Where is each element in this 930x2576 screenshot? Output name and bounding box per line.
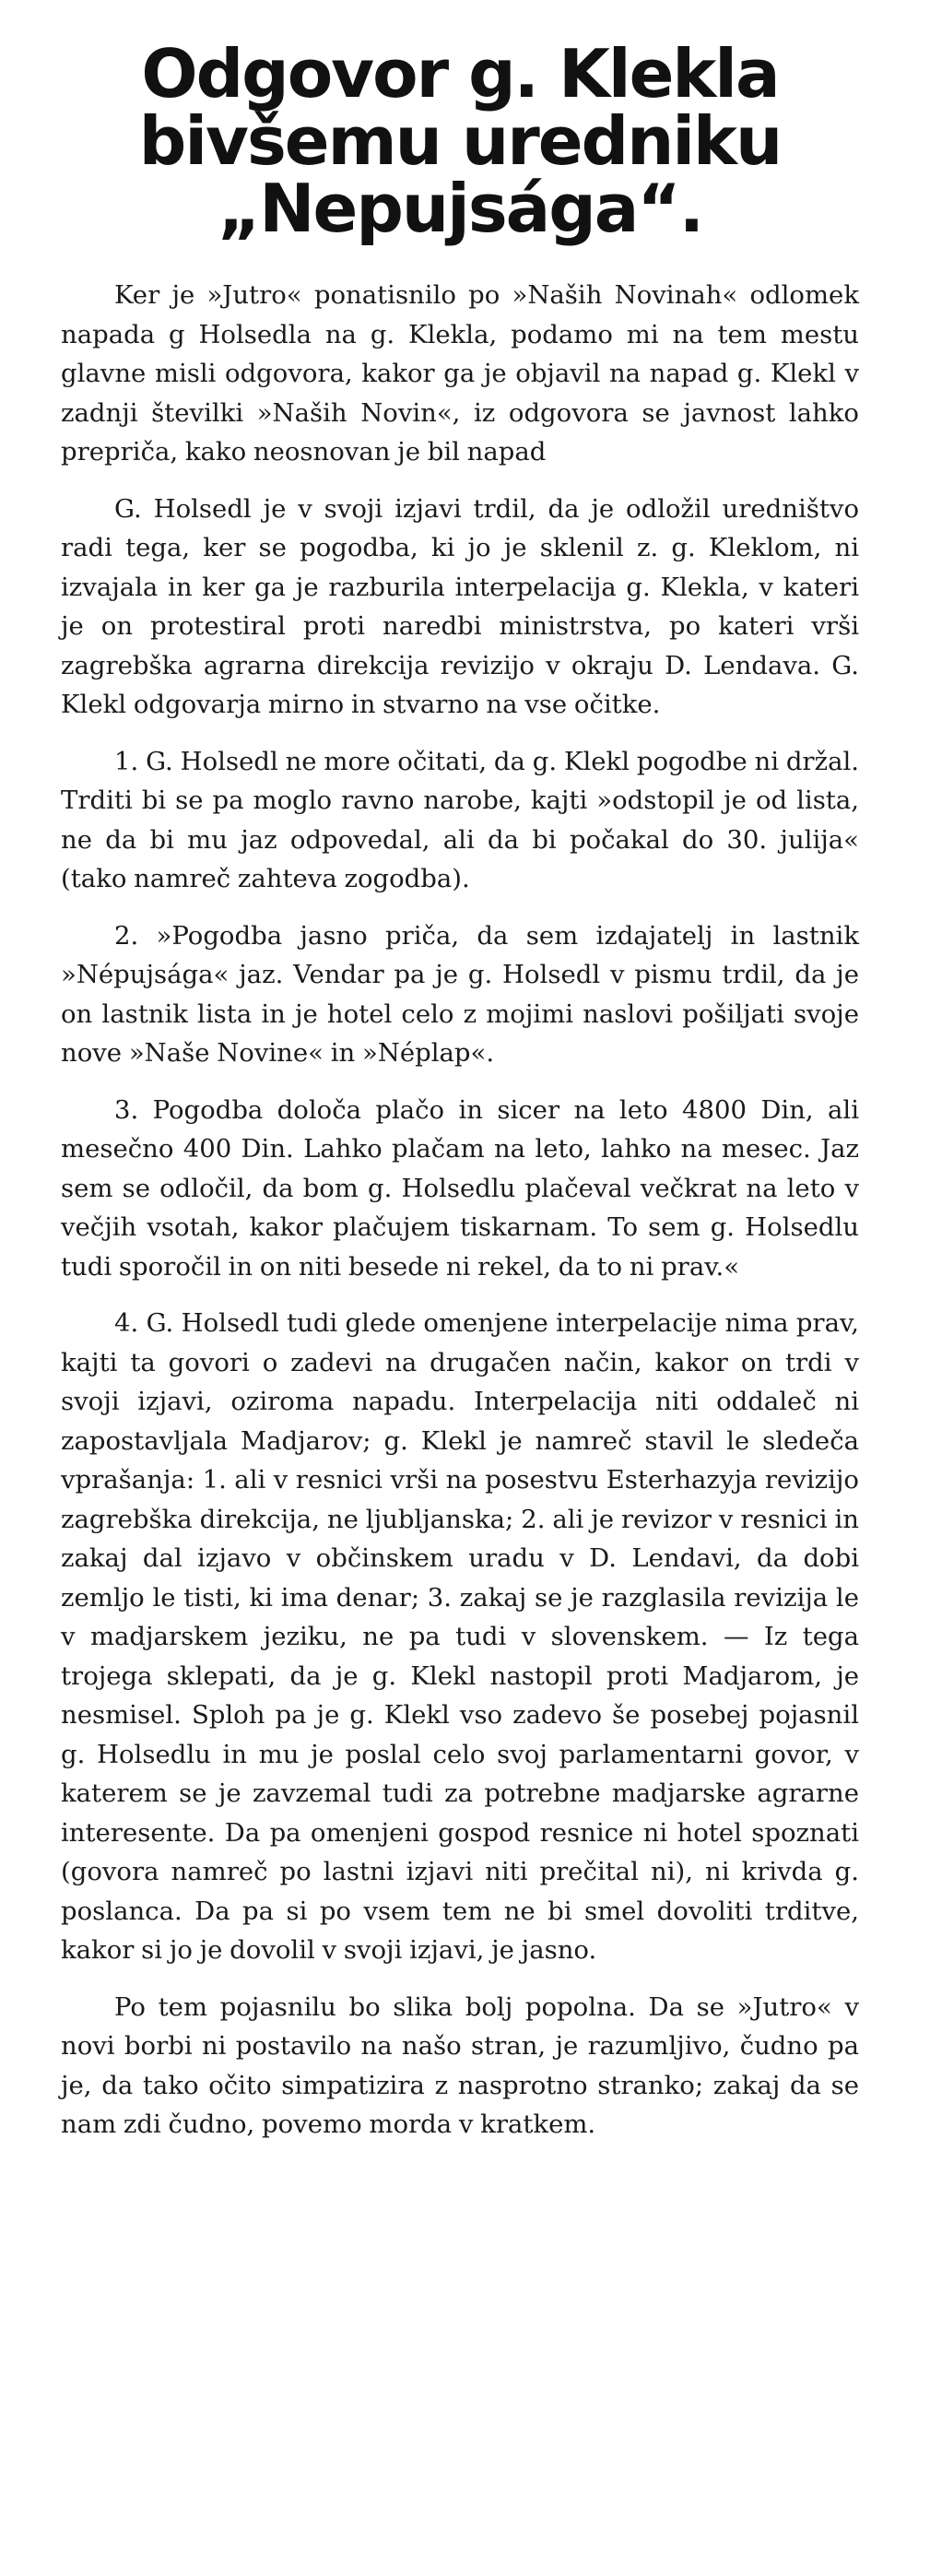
article-paragraph-point-3: 3. Pogodba določa plačo in sicer na leto 4800 Din, ali mesečno 400 Din. Lahko plačam na leto, lahko na mesec. Jaz sem se odločil, da bom g. Holsedlu plačeval večkrat na leto v večjih vsotah, kakor plačujem tiskarnam. To sem g. Holsedlu tudi sporočil in on niti besede ni rekel, da to ni prav.« (61, 1094, 859, 1282)
article-headline (61, 35, 859, 247)
article-paragraph-point-4: 4. G. Holsedl tudi glede omenjene interpelacije nima prav, kajti ta govori o zadevi na drugačen način, kakor on trdi v svoji izjavi, oziroma napadu. Interpelacija niti oddaleč ni zapostavljala Madjarov; g. Klekl je namreč stavil le sledeča vprašanja: 1. ali v resnici vrši na posestvu Esterhazyja revizijo zagrebška direkcija, ne ljubljanska; 2. ali je revizor v resnici in zakaj dal izjavo v občinskem uradu v D. Lendavi, da dobi zemljo le tisti, ki ima denar; 3. zakaj se je razglasila revizija le v madjarskem jeziku, ne pa tudi v slovenskem. — Iz tega trojega sklepati, da je g. Klekl nastopil proti Madjarom, je nesmisel. Sploh pa je g. Klekl vso zadevo še posebej pojasnil g. Holsedlu in mu je poslal celo svoj parlamentarni govor, v katerem se je zavzemal tudi za potrebne madjarske agrarne interesente. Da pa omenjeni gospod resnice ni hotel spoznati (govora namreč po lastni izjavi niti prečital ni), ni krivda g. poslanca. Da pa si po vsem tem ne bi smel dovoliti trditve, kakor si jo je dovolil v svoji izjavi, je jasno. (61, 1308, 859, 1965)
headline-line-2: bivšemu uredniku (138, 102, 782, 180)
headline-line-1: Odgovor g. Klekla (141, 35, 779, 112)
article-paragraph-point-1: 1. G. Holsedl ne more očitati, da g. Klekl pogodbe ni držal. Trditi bi se pa moglo ravno narobe, kajti »odstopil je od lista, ne da bi mu jaz odpovedal, ali da bi počakal do 30. julija« (tako namreč zahteva zogodba). (61, 746, 859, 893)
newspaper-article (61, 35, 859, 2162)
article-paragraph-conclusion: Po tem pojasnilu bo slika bolj popolna. Da se »Jutro« v novi borbi ni postavilo na našo stran, je razumljivo, čudno pa je, da tako očito simpatizira z nasprotno stranko; zakaj da se nam zdi čudno, povemo morda v kratkem. (61, 1991, 859, 2139)
article-paragraph-summary: G. Holsedl je v svoji izjavi trdil, da je odložil uredništvo radi tega, ker se pogodba, ki jo je sklenil z. g. Kleklom, ni izvajala in ker ga je razburila interpelacija g. Klekla, v kateri je on protestiral proti naredbi ministrstva, po kateri vrši zagrebška agrarna direkcija revizijo v okraju D. Lendava. G. Klekl odgovarja mirno in stvarno na vse očitke. (61, 493, 859, 719)
headline-line-3: „Nepujsága“. (217, 170, 703, 247)
article-paragraph-point-2: 2. »Pogodba jasno priča, da sem izdajatelj in lastnik »Népujsága« jaz. Vendar pa je g. Holsedl v pismu trdil, da je on lastnik lista in je hotel celo z mojimi naslovi pošiljati svoje nove »Naše Novine« in »Néplap«. (61, 920, 859, 1068)
article-paragraph-intro: Ker je »Jutro« ponatisnilo po »Naših Novinah« odlomek napada g Holsedla na g. Klekla, podamo mi na tem mestu glavne misli odgovora, kakor ga je objavil na napad g. Klekl v zadnji številki »Naših Novin«, iz odgovora se javnost lahko prepriča, kako neosnovan je bil napad (61, 280, 859, 467)
